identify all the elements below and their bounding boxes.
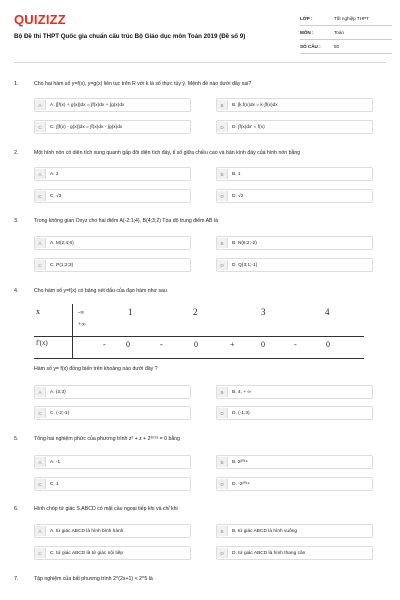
- option-text: D. (-1;3): [232, 410, 250, 416]
- option-d[interactable]: [216, 258, 373, 272]
- option-text: D. Q(3;1;-1): [232, 262, 258, 268]
- option-letter: C: [35, 191, 46, 201]
- option-text: C. 1: [50, 481, 59, 487]
- option-letter: C: [35, 479, 46, 489]
- option-letter: C: [35, 260, 46, 270]
- option-d[interactable]: [216, 189, 373, 203]
- sign-cell: +: [230, 340, 235, 349]
- option-letter: B: [217, 100, 228, 110]
- option-letter: C: [35, 548, 46, 558]
- meta-value: Tốt nghiệp THPT: [334, 16, 369, 21]
- option-text: C. P(1;2;3): [50, 262, 74, 268]
- option-text: A. ∫[f(x) + g(x)]dx = ∫f(x)dx + ∫g(x)dx: [50, 102, 125, 108]
- option-letter: A: [35, 457, 46, 467]
- option-text: B. 4; + ∞: [232, 389, 251, 395]
- option-text: B. tứ giác ABCD là hình vuông: [232, 528, 298, 534]
- sign-cell: -: [294, 340, 297, 349]
- option-d[interactable]: [216, 477, 373, 491]
- sign-cell: 0: [326, 340, 330, 349]
- meta-row-count: [300, 40, 392, 54]
- option-c[interactable]: [34, 120, 191, 134]
- meta-label: LỚP :: [300, 16, 313, 21]
- option-letter: A: [35, 238, 46, 248]
- table-bottom-line: [34, 358, 364, 359]
- option-c[interactable]: [34, 258, 191, 272]
- option-b[interactable]: [216, 385, 373, 399]
- x-value: 3: [261, 307, 266, 317]
- header-divider: [14, 62, 386, 63]
- option-letter: A: [35, 526, 46, 536]
- option-letter: B: [217, 387, 228, 397]
- option-c[interactable]: [34, 546, 191, 560]
- option-letter: A: [35, 387, 46, 397]
- sign-cell: 0: [194, 340, 198, 349]
- meta-row-subject: [300, 26, 392, 40]
- option-letter: B: [217, 238, 228, 248]
- option-d[interactable]: [216, 406, 373, 420]
- sign-cell: 0: [261, 340, 265, 349]
- x-value: 4: [325, 307, 330, 317]
- option-d[interactable]: [216, 546, 373, 560]
- option-letter: B: [217, 457, 228, 467]
- question-text: Cho hai hàm số y=f(x), y=g(x) liên tục trên R với k là số thực tùy ý. Mệnh đề nào dưới đây sai?: [34, 81, 252, 87]
- option-letter: D: [217, 122, 228, 132]
- question-number: 2.: [14, 150, 19, 156]
- option-text: A. 2: [50, 171, 59, 177]
- option-text: D. ∫f(x)dx' = f(x): [232, 124, 265, 130]
- option-a[interactable]: [34, 236, 191, 250]
- option-letter: D: [217, 408, 228, 418]
- x-value: +∞: [78, 322, 86, 328]
- question-number: 4.: [14, 288, 19, 294]
- option-letter: A: [35, 169, 46, 179]
- option-letter: A: [35, 100, 46, 110]
- option-c[interactable]: [34, 477, 191, 491]
- option-b[interactable]: [216, 524, 373, 538]
- x-value: 2: [193, 307, 198, 317]
- option-d[interactable]: [216, 120, 373, 134]
- option-text: A. tứ giác ABCD là hình bình hành.: [50, 528, 125, 534]
- meta-box: [300, 12, 392, 54]
- option-letter: D: [217, 191, 228, 201]
- option-a[interactable]: [34, 385, 191, 399]
- option-letter: C: [35, 408, 46, 418]
- question-number: 7.: [14, 576, 19, 582]
- option-text: A. (2;3): [50, 389, 66, 395]
- option-letter: B: [217, 169, 228, 179]
- meta-label: MÔN :: [300, 30, 314, 35]
- option-text: D. √2: [232, 193, 244, 199]
- fx-label: f'(x): [36, 339, 48, 347]
- question-text: Tập nghiệm của bất phương trình 2^(2x+1) < 2^5 là: [34, 576, 153, 582]
- option-text: C. tứ giác ABCD là tứ giác nội tiếp: [50, 550, 124, 556]
- x-label: x: [36, 307, 40, 316]
- table-hline: [34, 336, 364, 337]
- question-number: 6.: [14, 506, 19, 512]
- question-number: 5.: [14, 436, 19, 442]
- header: [0, 0, 400, 62]
- option-text: D. -2²⁰¹⁹: [232, 481, 250, 487]
- option-text: B. 2²⁰¹⁹: [232, 459, 248, 465]
- question-text: Hình chóp tứ giác S.ABCD có mặt cầu ngoại tiếp khi và chỉ khi: [34, 506, 178, 512]
- option-text: B. N(6;2;-2): [232, 240, 257, 246]
- option-text: D. tứ giác ABCD là hình thang cân: [232, 550, 306, 556]
- option-b[interactable]: [216, 236, 373, 250]
- meta-value: Toán: [334, 30, 344, 35]
- question-number: 3.: [14, 218, 19, 224]
- option-text: B. 1: [232, 171, 241, 177]
- question-followup: Hàm số y= f(x) đồng biến trên khoảng nào dưới đây ?: [34, 366, 158, 372]
- question-number: 1.: [14, 81, 19, 87]
- meta-value: 50: [334, 44, 340, 49]
- option-a[interactable]: [34, 167, 191, 181]
- x-value: -∞: [78, 310, 85, 316]
- sign-cell: -: [160, 340, 163, 349]
- question-text: Cho hàm số y=f(x) có bảng xét dấu của đạo hàm như sau: [34, 288, 167, 294]
- option-letter: D: [217, 479, 228, 489]
- option-c[interactable]: [34, 189, 191, 203]
- sign-cell: -: [103, 340, 106, 349]
- option-b[interactable]: [216, 98, 373, 112]
- quizizz-logo: QUIZIZZ: [14, 12, 66, 27]
- option-letter: D: [217, 548, 228, 558]
- option-text: A. M(2;4;6): [50, 240, 74, 246]
- option-text: A. -1: [50, 459, 61, 465]
- table-vline: [72, 304, 73, 358]
- option-a[interactable]: [34, 455, 191, 469]
- option-b[interactable]: [216, 455, 373, 469]
- option-text: B. ∫k.f(x)dx = k·∫f(x)dx: [232, 102, 278, 108]
- meta-row-class: [300, 12, 392, 26]
- x-value: 1: [128, 307, 133, 317]
- option-c[interactable]: [34, 406, 191, 420]
- question-text: Một hình nón có diện tích xung quanh gấp đôi diện tích đáy, tỉ số giữa chiều cao và bán kính đáy của hình nón bằng: [34, 150, 301, 156]
- option-text: C. ∫[f(x) - g(x)]dx = ∫f(x)dx - ∫g(x)dx: [50, 124, 123, 130]
- meta-label: SỐ CÂU :: [300, 44, 321, 49]
- option-letter: D: [217, 260, 228, 270]
- question-text: Tổng hai nghiệm phức của phương trình z² + z + 2²⁰¹⁹ = 0 bằng: [34, 436, 181, 442]
- question-text: Trong không gian Oxyz cho hai điểm A(-2;1;4), B(4;3;2) Tọa độ trung điểm AB là: [34, 218, 218, 224]
- option-a[interactable]: [34, 524, 191, 538]
- option-a[interactable]: [34, 98, 191, 112]
- option-letter: B: [217, 526, 228, 536]
- option-letter: C: [35, 122, 46, 132]
- sign-cell: 0: [126, 340, 130, 349]
- option-b[interactable]: [216, 167, 373, 181]
- document-title: Bộ Đề thi THPT Quốc gia chuẩn cấu trúc Bộ Giáo dục môn Toán 2019 (Đề số 9): [14, 33, 246, 40]
- option-text: C. (-2;-1): [50, 410, 70, 416]
- option-text: C. √3: [50, 193, 62, 199]
